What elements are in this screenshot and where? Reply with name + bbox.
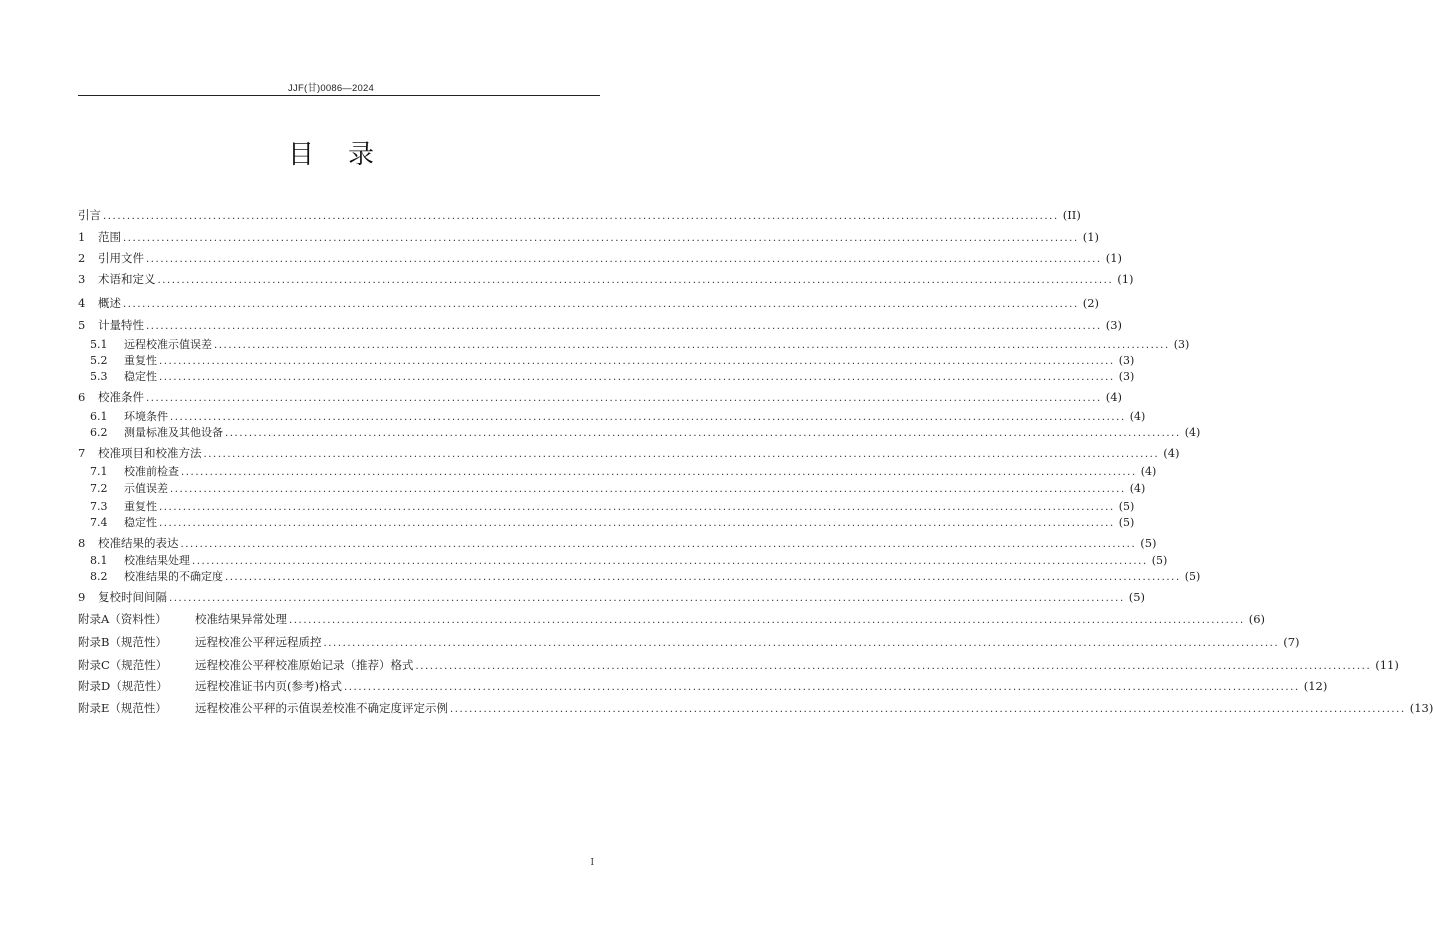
toc-leader-dots: ........................................................................................................................................................................................................ xyxy=(343,682,1300,693)
toc-entry[interactable] xyxy=(78,657,1399,675)
toc-entry-label xyxy=(78,368,157,384)
toc-entry-number: 附录C（规范性） xyxy=(78,658,168,672)
toc-entry-title: 范围 xyxy=(98,230,121,244)
toc-entry-page: (5) xyxy=(1128,590,1146,604)
toc-entry[interactable] xyxy=(78,295,1100,313)
toc-entry-number: 6.2 xyxy=(90,426,108,439)
toc-entry-title: 远程校准公平秤的示值误差校准不确定度评定示例 xyxy=(195,701,448,715)
toc-entry-page: (2) xyxy=(1082,296,1100,310)
toc-leader-dots: ........................................................................................................................................................................................................ xyxy=(225,572,1181,583)
toc-entry-label xyxy=(78,552,190,568)
toc-entry[interactable] xyxy=(78,611,1266,629)
toc-entry-label xyxy=(78,389,144,405)
toc-leader-dots: ........................................................................................................................................................................................................ xyxy=(169,593,1125,604)
toc-entry-number: 附录D（规范性） xyxy=(78,679,168,693)
toc-leader-dots: ........................................................................................................................................................................................................ xyxy=(123,299,1079,310)
toc-leader-dots: ........................................................................................................................................................................................................ xyxy=(225,428,1181,439)
toc-entry-page: (1) xyxy=(1117,272,1134,286)
toc-entry-page: (5) xyxy=(1118,516,1135,529)
toc-entry[interactable] xyxy=(78,424,1201,442)
toc-entry-label xyxy=(78,657,414,673)
toc-entry-page: (4) xyxy=(1163,446,1180,460)
toc-entry-label xyxy=(78,271,156,287)
toc-entry-number: 8 xyxy=(78,536,86,550)
toc-entry-number: 5 xyxy=(78,318,86,332)
toc-entry[interactable] xyxy=(78,589,1146,607)
toc-entry-number: 1 xyxy=(78,230,86,244)
toc-entry-page: (5) xyxy=(1151,554,1168,567)
toc-leader-dots: ........................................................................................................................................................................................................ xyxy=(170,412,1126,423)
toc-entry-label xyxy=(78,408,168,424)
toc-entry-title: 校准结果处理 xyxy=(124,554,190,567)
toc-entry-title: 校准前检查 xyxy=(124,465,179,478)
toc-entry-label xyxy=(78,250,144,266)
page-title: 目录 xyxy=(287,140,408,170)
toc-entry-label xyxy=(78,678,342,694)
toc-entry-label xyxy=(78,207,101,223)
toc-entry-page: (12) xyxy=(1303,679,1328,693)
toc-entry-label xyxy=(78,568,223,584)
toc-entry-page: (3) xyxy=(1118,370,1135,383)
toc-entry-title: 术语和定义 xyxy=(98,272,156,286)
toc-entry-title: 重复性 xyxy=(124,354,157,367)
toc-entry-title: 校准项目和校准方法 xyxy=(98,446,202,460)
toc-entry-number: 7.3 xyxy=(90,500,108,513)
toc-entry[interactable] xyxy=(78,678,1328,696)
toc-entry-title: 引言 xyxy=(78,208,101,222)
toc-entry-label xyxy=(78,445,202,461)
toc-entry-page: (5) xyxy=(1184,570,1201,583)
toc-entry[interactable] xyxy=(78,389,1123,407)
toc-entry-label xyxy=(78,229,121,245)
toc-entry-title: 远程校准公平秤校准原始记录（推荐）格式 xyxy=(195,658,414,672)
toc-entry[interactable] xyxy=(78,700,1433,718)
toc-entry-label xyxy=(78,295,121,311)
toc-entry-page: (5) xyxy=(1140,536,1157,550)
toc-entry-page: (4) xyxy=(1105,390,1123,404)
toc-entry-label xyxy=(78,463,179,479)
toc-leader-dots: ........................................................................................................................................................................................................ xyxy=(157,275,1114,286)
toc-entry-title: 环境条件 xyxy=(124,410,168,423)
toc-entry-title: 引用文件 xyxy=(98,251,144,265)
toc-entry-label xyxy=(78,352,157,368)
toc-entry-label xyxy=(78,514,157,530)
toc-entry-page: (1) xyxy=(1082,230,1100,244)
toc-entry-title: 校准结果的表达 xyxy=(98,536,179,550)
toc-entry-number: 5.1 xyxy=(90,338,108,351)
toc-entry-number: 7 xyxy=(78,446,86,460)
toc-entry-number: 附录E（规范性） xyxy=(78,701,167,715)
toc-entry-number: 6 xyxy=(78,390,86,404)
toc-leader-dots: ........................................................................................................................................................................................................ xyxy=(146,321,1102,332)
toc-entry-label xyxy=(78,535,179,551)
toc-entry-number: 8.2 xyxy=(90,570,108,583)
toc-entry-number: 3 xyxy=(78,272,86,286)
toc-entry[interactable] xyxy=(78,480,1146,498)
toc-entry-number: 6.1 xyxy=(90,410,108,423)
toc-entry-title: 远程校准公平秤远程质控 xyxy=(195,635,322,649)
toc-entry-title: 概述 xyxy=(98,296,121,310)
toc-leader-dots: ........................................................................................................................................................................................................ xyxy=(450,704,1406,715)
toc-entry-title: 校准条件 xyxy=(98,390,144,404)
toc-entry-label xyxy=(78,634,322,650)
toc-entry-label xyxy=(78,336,212,352)
toc-entry-title: 重复性 xyxy=(124,500,157,513)
toc-entry-page: (4) xyxy=(1129,410,1146,423)
toc-entry[interactable] xyxy=(78,229,1100,247)
toc-leader-dots: ........................................................................................................................................................................................................ xyxy=(180,539,1137,550)
toc-entry-page: (5) xyxy=(1118,500,1135,513)
toc-leader-dots: ........................................................................................................................................................................................................ xyxy=(415,661,1372,672)
toc-entry-page: (4) xyxy=(1129,482,1146,495)
toc-entry-title: 稳定性 xyxy=(124,370,157,383)
toc-leader-dots: ........................................................................................................................................................................................................ xyxy=(289,615,1245,626)
toc-entry-page: (1) xyxy=(1105,251,1123,265)
toc-leader-dots: ........................................................................................................................................................................................................ xyxy=(192,556,1148,567)
toc-entry[interactable] xyxy=(78,250,1123,268)
toc-entry-title: 校准结果异常处理 xyxy=(195,612,287,626)
toc-entry-number: 4 xyxy=(78,296,86,310)
toc-leader-dots: ........................................................................................................................................................................................................ xyxy=(146,393,1102,404)
toc-entry-title: 远程校准证书内页(参考)格式 xyxy=(195,679,342,693)
toc-entry-title: 稳定性 xyxy=(124,516,157,529)
toc-entry[interactable] xyxy=(78,514,1135,532)
toc-entry-page: (11) xyxy=(1375,658,1399,672)
toc-entry-title: 校准结果的不确定度 xyxy=(124,570,223,583)
toc-entry-page: (3) xyxy=(1173,338,1190,351)
toc-entry-title: 测量标准及其他设备 xyxy=(124,426,223,439)
toc-entry[interactable] xyxy=(78,271,1134,289)
toc-entry-page: (3) xyxy=(1118,354,1135,367)
toc-entry[interactable] xyxy=(78,568,1201,586)
toc-entry[interactable] xyxy=(78,207,1081,225)
toc-leader-dots: ........................................................................................................................................................................................................ xyxy=(123,233,1079,244)
toc-leader-dots: ........................................................................................................................................................................................................ xyxy=(214,340,1170,351)
toc-entry-page: (4) xyxy=(1184,426,1201,439)
toc-leader-dots: ........................................................................................................................................................................................................ xyxy=(159,518,1115,529)
toc-leader-dots: ........................................................................................................................................................................................................ xyxy=(159,356,1115,367)
toc-entry-label xyxy=(78,700,448,716)
toc-entry-label xyxy=(78,611,287,627)
toc-entry-label xyxy=(78,424,223,440)
toc-leader-dots: ........................................................................................................................................................................................................ xyxy=(159,502,1115,513)
toc-leader-dots: ........................................................................................................................................................................................................ xyxy=(181,467,1137,478)
toc-entry-title: 远程校准示值误差 xyxy=(124,338,212,351)
toc-entry-number: 8.1 xyxy=(90,554,108,567)
toc-entry[interactable] xyxy=(78,368,1135,386)
toc-entry[interactable] xyxy=(78,535,1157,553)
toc-leader-dots: ........................................................................................................................................................................................................ xyxy=(159,372,1115,383)
toc-entry-label xyxy=(78,480,168,496)
toc-entry-title: 复校时间间隔 xyxy=(98,590,167,604)
toc-entry-page: (13) xyxy=(1409,701,1433,715)
toc-entry-number: 2 xyxy=(78,251,86,265)
toc-entry-page: (4) xyxy=(1140,465,1157,478)
toc-entry[interactable] xyxy=(78,463,1157,481)
toc-entry-page: (II) xyxy=(1062,208,1081,222)
toc-leader-dots: ........................................................................................................................................................................................................ xyxy=(203,449,1160,460)
toc-entry-number: 9 xyxy=(78,590,86,604)
toc-entry-title: 示值误差 xyxy=(124,482,168,495)
toc-leader-dots: ........................................................................................................................................................................................................ xyxy=(146,254,1102,265)
toc-entry-number: 附录B（规范性） xyxy=(78,635,167,649)
page-number: I xyxy=(590,858,594,868)
toc-leader-dots: ........................................................................................................................................................................................................ xyxy=(170,484,1126,495)
toc-entry-page: (6) xyxy=(1248,612,1266,626)
toc-entry-label xyxy=(78,498,157,514)
toc-entry-page: (7) xyxy=(1283,635,1300,649)
toc-leader-dots: ........................................................................................................................................................................................................ xyxy=(323,638,1280,649)
toc-entry-number: 5.3 xyxy=(90,370,108,383)
toc-entry[interactable] xyxy=(78,634,1300,652)
document-code: JJF(甘)0086—2024 xyxy=(288,83,374,94)
toc-entry-label xyxy=(78,589,167,605)
toc-entry-label xyxy=(78,317,144,333)
toc-entry-number: 7.2 xyxy=(90,482,108,495)
toc-leader-dots: ........................................................................................................................................................................................................ xyxy=(103,211,1059,222)
toc-entry-number: 附录A（资料性） xyxy=(78,612,167,626)
toc-entry[interactable] xyxy=(78,445,1180,463)
toc-entry-number: 5.2 xyxy=(90,354,108,367)
header-rule xyxy=(78,95,600,96)
toc-entry-number: 7.1 xyxy=(90,465,108,478)
toc-entry-page: (3) xyxy=(1105,318,1123,332)
toc-entry[interactable] xyxy=(78,317,1123,335)
toc-entry-title: 计量特性 xyxy=(98,318,144,332)
toc-entry-number: 7.4 xyxy=(90,516,108,529)
